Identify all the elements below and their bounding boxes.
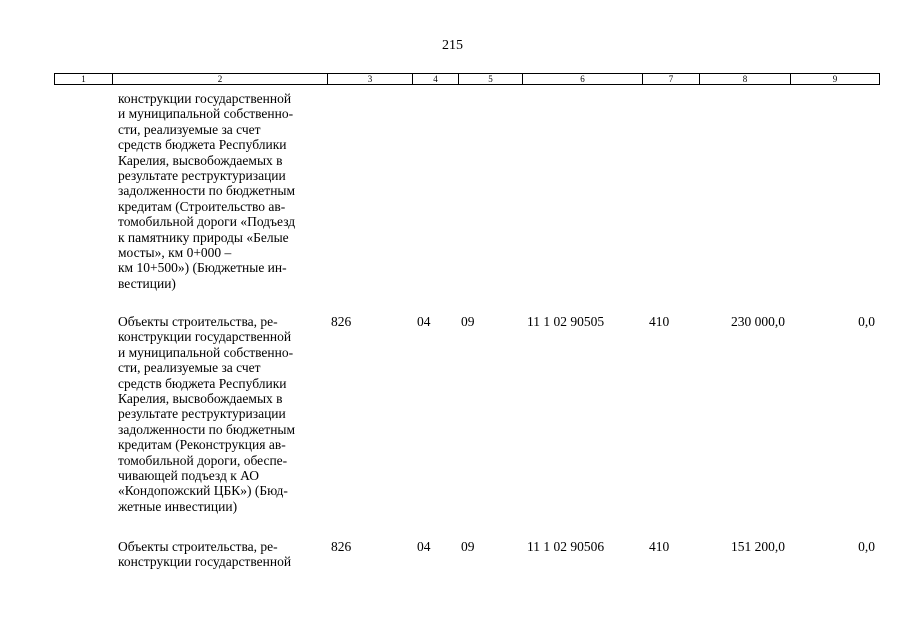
column-header-4: 4 — [413, 74, 459, 84]
row-1-description: конструкции государственной и муниципальной собственно- сти, реализуемые за счет средств бюджета Республики Карелия, высвобождаемых в результате реструктуризации задолженности по бюджетным кредитам (Строительство ав- томобильной дороги «Подъезд к памятнику природы «Белые мосты», км 0+000 – км 10+500») (Бюджетные ин- вестиции) — [118, 91, 296, 291]
row-2-col-4: 04 — [417, 314, 431, 329]
column-header-6: 6 — [523, 74, 643, 84]
row-2-col-9: 0,0 — [858, 314, 875, 329]
row-2-col-7: 410 — [649, 314, 670, 329]
row-3-col-5: 09 — [461, 539, 475, 554]
column-header-8: 8 — [700, 74, 791, 84]
row-3-col-8: 151 200,0 — [731, 539, 785, 554]
row-3-col-6: 11 1 02 90506 — [527, 539, 605, 554]
page-number: 215 — [442, 38, 463, 53]
row-3-col-4: 04 — [417, 539, 431, 554]
column-header-1: 1 — [55, 74, 113, 84]
row-3-col-9: 0,0 — [858, 539, 875, 554]
row-2-col-3: 826 — [331, 314, 352, 329]
row-2-description: Объекты строительства, ре- конструкции государственной и муниципальной собственно- сти, реализуемые за счет средств бюджета Республики Карелия, высвобождаемых в результате реструктуризации задолженности по бюджетным кредитам (Реконструкция ав- томобильной дороги, обеспе- чивающей подъезд к АО «Кондопожский ЦБК») (Бюд- жетные инвестиции) — [118, 314, 296, 514]
column-header-5: 5 — [459, 74, 523, 84]
row-3-col-7: 410 — [649, 539, 670, 554]
row-2-col-6: 11 1 02 90505 — [527, 314, 605, 329]
row-2-col-5: 09 — [461, 314, 475, 329]
column-header-3: 3 — [328, 74, 413, 84]
row-3-col-3: 826 — [331, 539, 352, 554]
column-header-9: 9 — [832, 74, 838, 84]
column-header-2: 2 — [113, 74, 328, 84]
row-2-col-8: 230 000,0 — [731, 314, 785, 329]
row-3-description: Объекты строительства, ре- конструкции государственной — [118, 539, 292, 570]
table-header-row — [54, 73, 880, 85]
column-header-7: 7 — [643, 74, 700, 84]
